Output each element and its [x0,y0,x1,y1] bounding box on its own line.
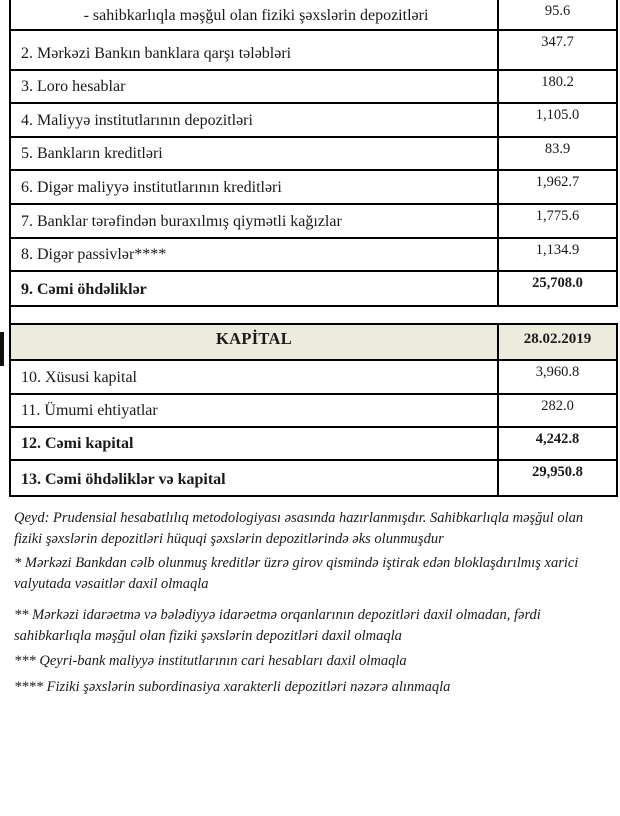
row-label: 13. Cəmi öhdəliklər və kapital [21,471,226,489]
footnote-star4: **** Fiziki şəxslərin subordinasiya xarakterli depozitləri nəzərə alınmaqla [14,679,451,695]
table-row [11,0,616,31]
row-label: - sahibkarlıqla məşğul olan fiziki şəxslərin depozitləri [83,7,429,25]
row-label: 12. Cəmi kapital [21,435,134,453]
row-value: 1,105.0 [497,104,616,136]
row-label: 10. Xüsusi kapital [21,369,137,387]
footnote-star3: *** Qeyri-bank maliyyə institutlarının cari hesabları daxil olmaqla [14,653,407,669]
row-label: 2. Mərkəzi Bankın banklara qarşı tələbləri [21,45,292,63]
row-value: 1,962.7 [497,171,616,203]
row-label: 9. Cəmi öhdəliklər [21,281,147,299]
row-value: 347.7 [497,31,616,69]
row-value: 180.2 [497,71,616,102]
row-label: 11. Ümumi ehtiyatlar [21,402,158,420]
row-value: 4,242.8 [497,428,616,459]
footnote-qeyd: Qeyd: Prudensial hesabatlılıq metodologiyası əsasında hazırlanmışdır. Sahibkarlıqla məşğul olan fiziki şəxslərin depozitləri hüquqi şəxslərin depozitlərində əks olunmuşdur [14,510,584,547]
row-label: 3. Loro hesablar [21,78,126,96]
table-row [11,205,616,239]
row-label: 6. Digər maliyyə institutlarının kreditləri [21,179,282,197]
table-row-total-capital [11,428,616,461]
row-value: 29,950.8 [497,461,616,495]
table-row [11,395,616,428]
footnotes [14,508,594,698]
table-row [11,239,616,272]
row-label: 8. Digər passivlər**** [21,246,167,264]
row-value: 282.0 [497,395,616,426]
row-value: 95.6 [497,0,616,29]
table-row [11,361,616,395]
table-row-total-liabilities-and-capital [11,461,616,497]
table-row [11,171,616,205]
table-gap-left-border [9,307,11,323]
row-label: 4. Maliyyə institutlarının depozitləri [21,112,253,130]
capital-header-title: KAPİTAL [215,328,293,348]
page-edge-mark [0,332,4,366]
table-row [11,104,616,138]
table-row [11,138,616,171]
row-value: 1,134.9 [497,239,616,270]
footnote-star2: ** Mərkəzi idarəetmə və bələdiyyə idarəetmə orqanlarının depozitləri daxil olmadan, fərdi sahibkarlıqla məşğul olan fiziki şəxslərin depozitləri daxil olmaqla [14,607,541,644]
row-value: 1,775.6 [497,205,616,237]
table-row [11,71,616,104]
capital-header-date: 28.02.2019 [497,325,616,359]
row-value: 3,960.8 [497,361,616,393]
capital-table [9,323,618,497]
capital-header-row [11,325,616,361]
row-value: 25,708.0 [497,272,616,305]
row-label: 7. Banklar tərəfindən buraxılmış qiymətli kağızlar [21,213,342,231]
liabilities-table [9,0,618,307]
table-row [11,31,616,71]
row-label: 5. Bankların kreditləri [21,145,163,163]
table-row-total-liabilities [11,272,616,307]
footnote-star1: * Mərkəzi Bankdan cəlb olunmuş kreditlər üzrə girov qismində iştirak edən bloklaşdırılmış xarici valyutada vəsaitlər daxil olmaqla [14,555,579,592]
row-value: 83.9 [497,138,616,169]
